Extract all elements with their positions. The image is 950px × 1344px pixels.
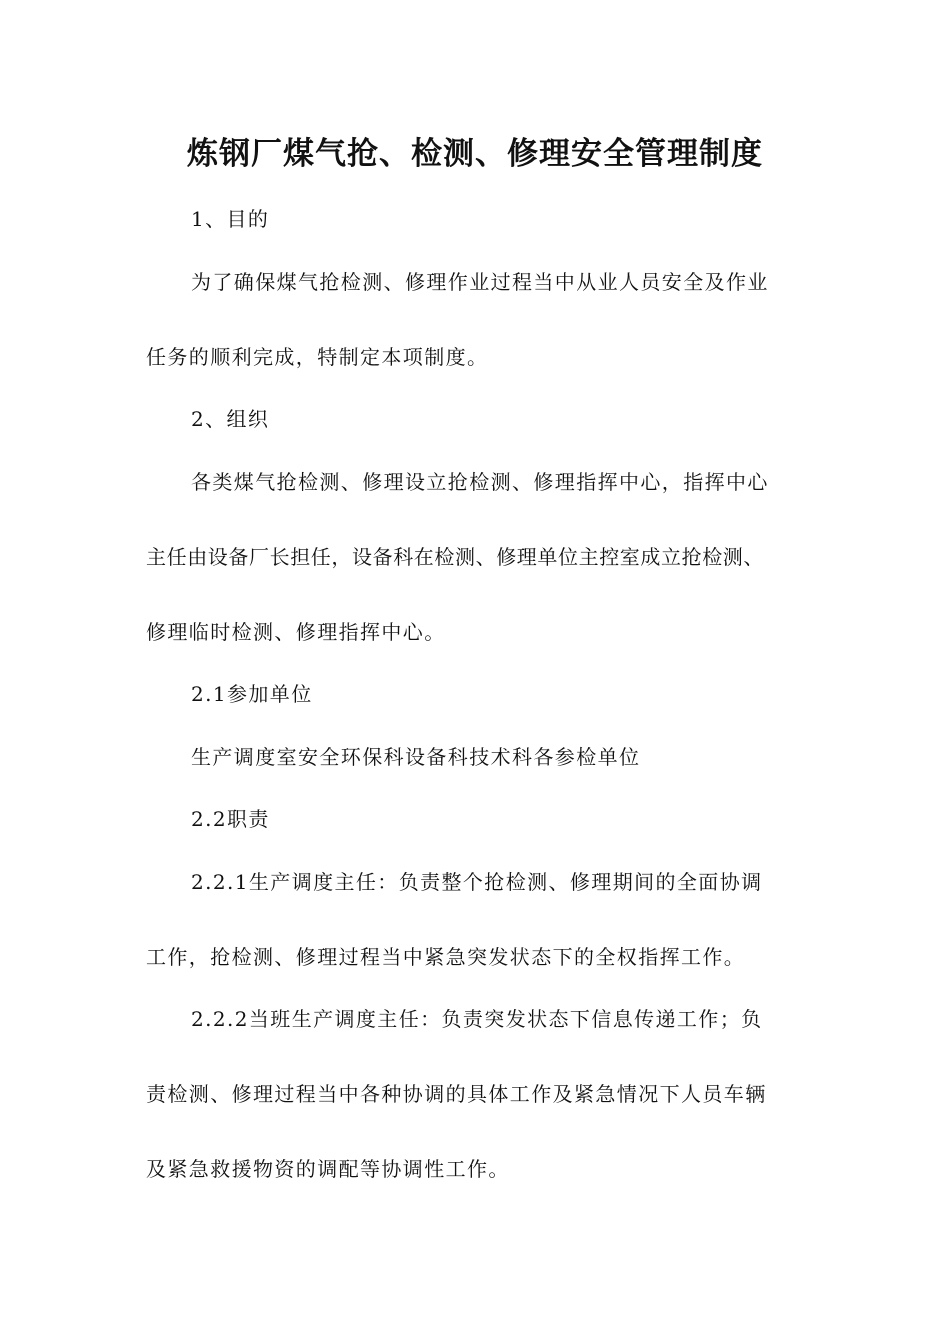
paragraph-line: 主任由设备厂长担任，设备科在检测、修理单位主控室成立抢检测、 — [146, 545, 764, 569]
paragraph-line: 及紧急救援物资的调配等协调性工作。 — [146, 1157, 510, 1181]
paragraph-line: 为了确保煤气抢检测、修理作业过程当中从业人员安全及作业 — [191, 270, 769, 294]
section-2-2-heading: 2.2职责 — [191, 807, 270, 831]
paragraph-line: 责检测、修理过程当中各种协调的具体工作及紧急情况下人员车辆 — [146, 1082, 767, 1106]
paragraph-line: 2.2.2当班生产调度主任：负责突发状态下信息传递工作；负 — [191, 1007, 763, 1031]
section-1-heading: 1、目的 — [191, 207, 270, 231]
paragraph-line: 修理临时检测、修理指挥中心。 — [146, 620, 446, 644]
document-title: 炼钢厂煤气抢、检测、修理安全管理制度 — [187, 136, 763, 172]
section-2-1-heading: 2.1参加单位 — [191, 682, 313, 706]
section-2-heading: 2、组织 — [191, 407, 270, 431]
paragraph-line: 工作，抢检测、修理过程当中紧急突发状态下的全权指挥工作。 — [146, 945, 746, 969]
paragraph-line: 2.2.1生产调度主任：负责整个抢检测、修理期间的全面协调 — [191, 870, 763, 894]
paragraph-line: 生产调度室安全环保科设备科技术科各参检单位 — [191, 745, 641, 769]
paragraph-line: 各类煤气抢检测、修理设立抢检测、修理指挥中心，指挥中心 — [191, 470, 769, 494]
paragraph-line: 任务的顺利完成，特制定本项制度。 — [146, 345, 489, 369]
